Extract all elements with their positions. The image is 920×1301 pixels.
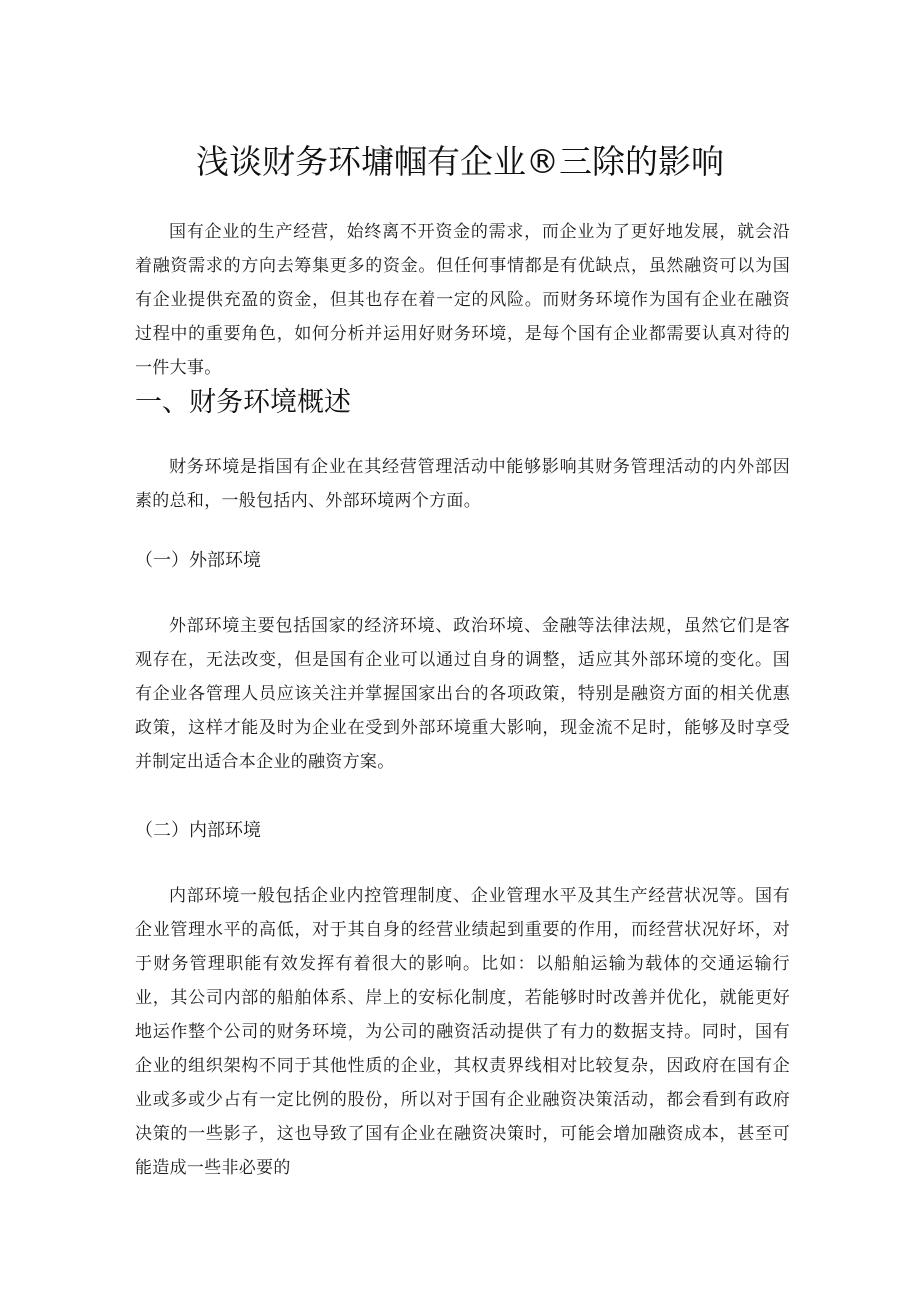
external-environment-paragraph: 外部环境主要包括国家的经济环境、政治环境、金融等法律法规，虽然它们是客观存在，无法改变，但是国有企业可以通过自身的调整，适应其外部环境的变化。国有企业各管理人员应该关注并掌握国家出台的各项政策，特别是融资方面的相关优惠政策，这样才能及时为企业在受到外部环境重大影响，现金流不足时，能够及时享受并制定出适合本企业的融资方案。: [135, 616, 790, 772]
overview-paragraph: 财务环境是指国有企业在其经营管理活动中能够影响其财务管理活动的内外部因素的总和，一般包括内、外部环境两个方面。: [135, 457, 790, 511]
internal-environment-paragraph: 内部环境一般包括企业内控管理制度、企业管理水平及其生产经营状况等。国有企业管理水平的高低，对于其自身的经营业绩起到重要的作用，而经营状况好坏，对于财务管理职能有效发挥有着很大的影响。比如：以船舶运输为载体的交通运输行业，其公司内部的船舶体系、岸上的安标化制度，若能够时时改善并优化，就能更好地运作整个公司的财务环境，为公司的融资活动提供了有力的数据支持。同时，国有企业的组织架构不同于其他性质的企业，其权责界线相对比较复杂，因政府在国有企业或多或少占有一定比例的股份，所以对于国有企业融资决策活动，都会看到有政府决策的一些影子，这也导致了国有企业在融资决策时，可能会增加融资成本，甚至可能造成一些非必要的: [135, 886, 790, 1178]
subheading-internal-environment: （二）内部环境: [135, 820, 261, 841]
intro-paragraph: 国有企业的生产经营，始终离不开资金的需求，而企业为了更好地发展，就会沿着融资需求的方向去筹集更多的资金。但任何事情都是有优缺点，虽然融资可以为国有企业提供充盈的资金，但其也存在着一定的风险。而财务环境作为国有企业在融资过程中的重要角色，如何分析并运用好财务环境，是每个国有企业都需要认真对待的一件大事。: [135, 222, 790, 378]
document-title: 浅谈财务环墉帼有企业®三除的影响: [196, 142, 724, 181]
section-heading-overview: 一、财务环境概述: [135, 387, 351, 418]
subheading-external-environment: （一）外部环境: [135, 550, 261, 571]
